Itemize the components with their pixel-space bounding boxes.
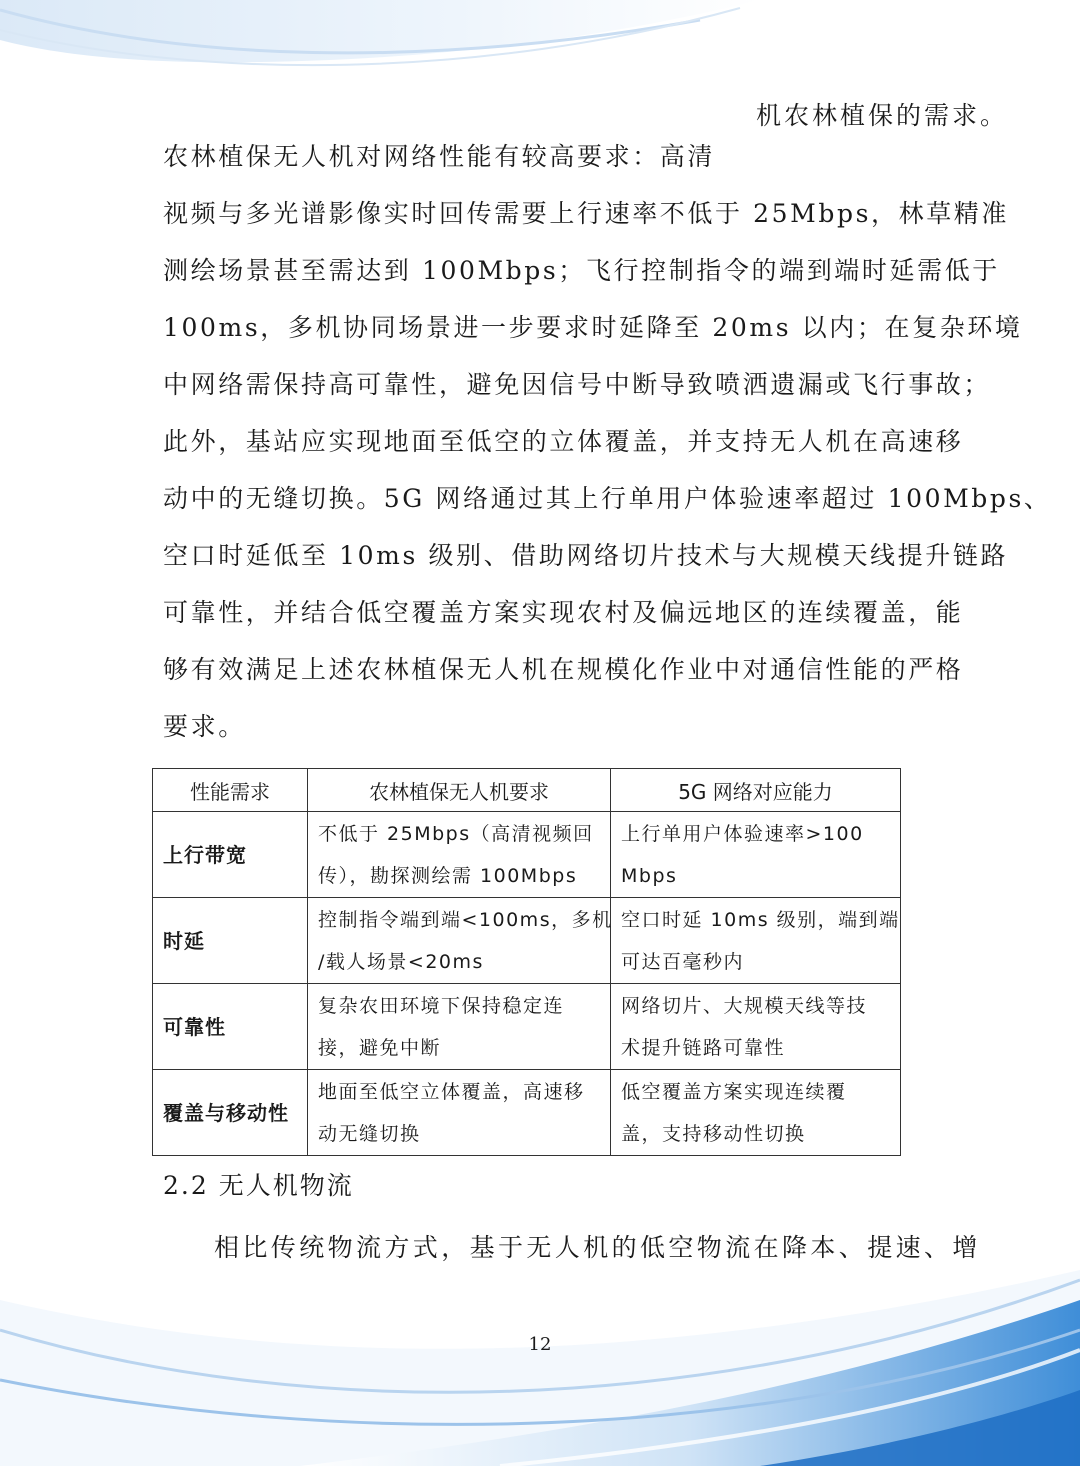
cell-line: 盖，支持移动性切换 <box>621 1122 806 1145</box>
cell-line: 传），勘探测绘需 100Mbps <box>318 864 578 887</box>
paragraph-line: 农林植保无人机对网络性能有较高要求：高清 <box>163 142 716 171</box>
cell-line: 空口时延 10ms 级别，端到端 <box>621 908 900 931</box>
paragraph-line: 可靠性，并结合低空覆盖方案实现农村及偏远地区的连续覆盖，能 <box>163 598 964 627</box>
paragraph-line: 中网络需保持高可靠性，避免因信号中断导致喷洒遗漏或飞行事故； <box>163 370 992 399</box>
drone-cell <box>308 812 611 898</box>
table-row <box>153 898 901 984</box>
network-cell <box>611 812 901 898</box>
cell-line: 网络切片、大规模天线等技 <box>621 994 868 1017</box>
paragraph-line: 测绘场景甚至需达到 100Mbps；飞行控制指令的端到端时延需低于 <box>163 256 1000 285</box>
cell-line: 低空覆盖方案实现连续覆 <box>621 1080 847 1103</box>
paragraph-line: 视频与多光谱影像实时回传需要上行速率不低于 25Mbps，林草精准 <box>163 199 1009 228</box>
carry-over-line: 机农林植保的需求。 <box>755 101 1008 130</box>
cell-line: 控制指令端到端<100ms，多机 <box>318 908 613 931</box>
header-performance-need: 性能需求 <box>153 769 308 812</box>
paragraph-line: 够有效满足上述农林植保无人机在规模化作业中对通信性能的严格 <box>163 655 964 684</box>
section-heading: 2.2 无人机物流 <box>163 1171 354 1200</box>
cell-line: 可达百毫秒内 <box>621 950 745 973</box>
drone-cell <box>308 1070 611 1156</box>
need-cell: 覆盖与移动性 <box>153 1070 308 1156</box>
header-drone-requirement: 农林植保无人机要求 <box>308 769 611 812</box>
paragraph-line: 空口时延低至 10ms 级别、借助网络切片技术与大规模天线提升链路 <box>163 541 1009 570</box>
cell-line: 不低于 25Mbps（高清视频回 <box>318 822 594 845</box>
header-5g-capability: 5G 网络对应能力 <box>611 769 901 812</box>
need-cell: 可靠性 <box>153 984 308 1070</box>
need-cell: 时延 <box>153 898 308 984</box>
paragraph-line: 此外，基站应实现地面至低空的立体覆盖，并支持无人机在高速移 <box>163 427 964 456</box>
section-first-line: 相比传统物流方式，基于无人机的低空物流在降本、提速、增 <box>214 1233 981 1262</box>
table-row <box>153 1070 901 1156</box>
cell-line: 接，避免中断 <box>318 1036 442 1059</box>
page-number: 12 <box>528 1334 552 1355</box>
cell-line: 地面至低空立体覆盖，高速移 <box>318 1080 585 1103</box>
need-cell: 上行带宽 <box>153 812 308 898</box>
paragraph-line: 100ms，多机协同场景进一步要求时延降至 20ms 以内；在复杂环境 <box>163 313 1023 342</box>
paragraph-line: 要求。 <box>163 712 246 741</box>
body-paragraph <box>163 128 1052 755</box>
network-cell <box>611 984 901 1070</box>
table-header-row <box>153 769 901 812</box>
table-row <box>153 812 901 898</box>
cell-line: /载人场景<20ms <box>318 950 484 973</box>
table-row <box>153 984 901 1070</box>
paragraph-line: 动中的无缝切换。5G 网络通过其上行单用户体验速率超过 100Mbps、 <box>163 484 1052 513</box>
cell-line: 复杂农田环境下保持稳定连 <box>318 994 565 1017</box>
network-cell <box>611 898 901 984</box>
drone-cell <box>308 898 611 984</box>
cell-line: 上行单用户体验速率>100 <box>621 822 864 845</box>
drone-cell <box>308 984 611 1070</box>
cell-line: 术提升链路可靠性 <box>621 1036 786 1059</box>
cell-line: Mbps <box>621 864 678 887</box>
network-cell <box>611 1070 901 1156</box>
cell-line: 动无缝切换 <box>318 1122 421 1145</box>
requirements-table <box>152 768 901 1156</box>
